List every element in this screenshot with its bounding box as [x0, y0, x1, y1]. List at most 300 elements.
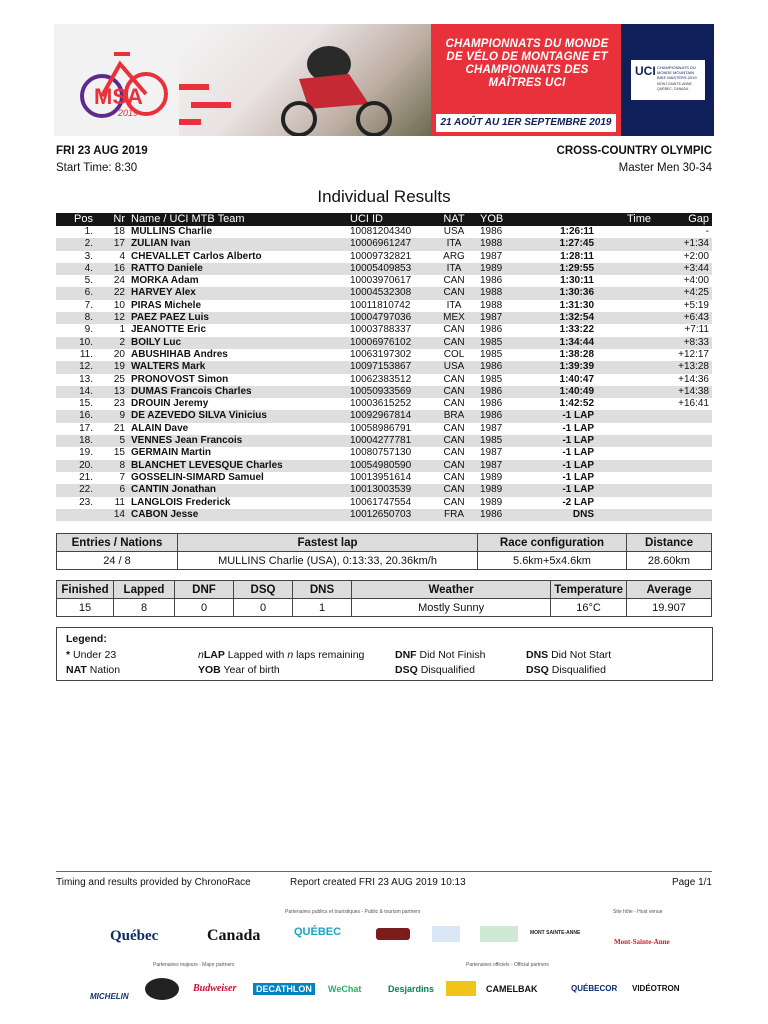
col-pos: Pos [56, 213, 96, 226]
msa-logo-text: MSA [94, 84, 143, 109]
cell-yob: 1987 [480, 422, 503, 434]
videotron-logo: VIDÉOTRON [632, 984, 680, 993]
cell-pos: 18. [56, 435, 96, 447]
uci-logo [631, 60, 705, 100]
cell-uci: 10004277781 [347, 435, 431, 447]
cell-nat: CAN [431, 386, 477, 398]
cell-nat: CAN [443, 275, 465, 287]
cell-uci: 10050933569 [347, 386, 431, 398]
cell-pos: 14. [56, 386, 96, 398]
results-table [56, 213, 712, 521]
uci-subtitle: CHAMPIONNATS DU MONDE MOUNTAIN BIKE MASTERS 2019 [657, 65, 697, 80]
cell-yob: 1989 [477, 484, 519, 496]
partner-logo-graphic [376, 928, 410, 940]
fastest-lap-value: MULLINS Charlie (USA), 0:13:33, 20.36km/h [178, 552, 478, 570]
cell-nat: BRA [431, 410, 477, 422]
cell-gap: +3:44 [654, 263, 712, 275]
cell-uci: 10080757130 [350, 447, 412, 459]
camelbak-logo: CAMELBAK [486, 984, 538, 994]
entries-value: 24 / 8 [57, 552, 178, 570]
cell-time: -1 LAP [562, 447, 594, 459]
cell-gap: +6:43 [654, 312, 712, 324]
event-banner [54, 24, 714, 136]
cell-nat: CAN [431, 460, 477, 472]
decathlon-logo: DECATHLON [253, 983, 315, 995]
cell-uci: 10003788337 [350, 324, 412, 336]
fastest-lap-label: Fastest lap [178, 534, 478, 552]
col-name: Name / UCI MTB Team [128, 213, 347, 226]
cell-nat: MEX [431, 312, 477, 324]
weather-value: Mostly Sunny [352, 599, 551, 617]
legend-box [56, 627, 713, 681]
cell-nr: 19 [96, 361, 128, 373]
cell-nat: ITA [431, 238, 477, 250]
cell-yob: 1985 [477, 337, 519, 349]
race-config-label: Race configuration [478, 534, 627, 552]
cell-pos: 15. [79, 398, 93, 410]
cell-uci: 10005409853 [347, 263, 431, 275]
table-row [56, 263, 712, 275]
cell-pos: 12. [56, 361, 96, 373]
cell-pos: 17. [79, 422, 93, 434]
lapped-value: 8 [114, 599, 175, 617]
legend-yob: YOB Year of birth [198, 664, 280, 676]
cell-gap [654, 435, 712, 447]
cell-pos: 21. [79, 471, 93, 483]
race-config-value: 5.6km+5x4.6km [478, 552, 627, 570]
cell-pos: 8. [56, 312, 96, 324]
table-row [56, 312, 712, 324]
cell-nr: 16 [96, 263, 128, 275]
table-row [56, 509, 712, 521]
cell-uci: 10006961247 [347, 238, 431, 250]
cell-nr: 1 [119, 324, 125, 336]
msa-logo-year: 2019 [118, 108, 139, 118]
cell-nat: FRA [431, 509, 477, 521]
cell-gap [654, 410, 712, 422]
table-row [56, 361, 712, 373]
cell-yob: 1986 [477, 386, 519, 398]
cell-pos: 3. [84, 250, 93, 262]
table-row [56, 386, 712, 398]
event-title: CHAMPIONNATS DU MONDE DE VÉLO DE MONTAGNE ET CHAMPIONNATS DES MAÎTRES UCI [445, 38, 609, 89]
cell-time: 1:30:36 [519, 287, 654, 299]
cell-uci: 10081204340 [350, 226, 412, 237]
distance-label: Distance [627, 534, 712, 552]
lapped-label: Lapped [114, 581, 175, 599]
cell-nat: CAN [431, 484, 477, 496]
cell-name: MULLINS Charlie [131, 226, 213, 237]
cell-pos: 9. [84, 324, 93, 336]
cell-nat: CAN [431, 337, 477, 349]
cell-nr: 25 [113, 373, 125, 385]
dsq-label: DSQ [234, 581, 293, 599]
cell-nr: 9 [96, 410, 128, 422]
dsq-value: 0 [234, 599, 293, 617]
cell-time: 1:40:49 [519, 386, 654, 398]
cell-nr: 20 [113, 348, 125, 360]
legend-dnf: DNF Did Not Finish [395, 649, 486, 661]
cell-nr: 11 [114, 496, 125, 508]
cell-nat: CAN [443, 324, 465, 336]
wechat-logo: WeChat [328, 984, 362, 994]
cell-name: PAEZ PAEZ Luis [128, 312, 347, 324]
cell-nat: COL [443, 348, 465, 360]
major-partners-caption: Partenaires majeurs - Major partners [153, 962, 235, 968]
cell-gap: +14:38 [654, 386, 712, 398]
cell-uci: 10003615252 [350, 398, 412, 410]
official-partners-caption: Partenaires officiels - Official partners [466, 962, 549, 968]
race-date: FRI 23 AUG 2019 [56, 145, 148, 157]
michelin-logo: MICHELIN [90, 992, 129, 1001]
cell-gap: +4:25 [654, 287, 712, 299]
cell-uci: 10092967814 [347, 410, 431, 422]
cell-gap [654, 484, 712, 496]
cell-time: 1:33:22 [559, 324, 594, 336]
cell-pos: 11. [79, 348, 93, 360]
table-row [56, 435, 712, 447]
entries-label: Entries / Nations [57, 534, 178, 552]
cell-name: MORKA Adam [131, 275, 199, 287]
page-title: Individual Results [317, 187, 451, 206]
cell-nat: ITA [446, 299, 462, 311]
cell-yob: 1986 [477, 410, 519, 422]
legend-title: Legend: [66, 633, 107, 645]
table-row [56, 251, 712, 263]
cell-uci: 10097153867 [347, 361, 431, 373]
cell-uci: 10004532308 [347, 287, 431, 299]
table-row [56, 472, 712, 484]
uci-logo-text: UCI [635, 64, 656, 78]
cell-nat: CAN [443, 471, 465, 483]
host-venue-logo: Mont-Sainte-Anne [614, 938, 670, 946]
cell-time: 1:28:11 [560, 250, 594, 262]
cell-gap: +16:41 [678, 398, 709, 410]
table-row [56, 497, 712, 509]
cell-yob: 1989 [480, 496, 503, 508]
cell-time: -1 LAP [519, 460, 654, 472]
cell-nr: 13 [96, 386, 128, 398]
finished-label: Finished [57, 581, 114, 599]
cell-gap: +1:34 [654, 238, 712, 250]
event-title-panel [431, 24, 621, 136]
cell-pos: 6. [56, 287, 96, 299]
col-nr: Nr [96, 213, 128, 226]
cell-name: CABON Jesse [128, 509, 347, 521]
table-row [56, 287, 712, 299]
cell-pos: 19. [79, 447, 93, 459]
partner-badge-logo [145, 978, 179, 1000]
cell-uci: 10013951614 [350, 471, 412, 483]
table-row [56, 300, 712, 312]
cell-yob: 1989 [477, 263, 519, 275]
cell-time: 1:39:39 [519, 361, 654, 373]
uci-panel [621, 24, 714, 136]
table-row [56, 410, 712, 422]
col-uci-id: UCI ID [347, 213, 431, 226]
cell-nat: USA [443, 226, 465, 237]
cell-pos: 7. [84, 299, 93, 311]
cell-time: DNS [519, 509, 654, 521]
cell-nr: 17 [96, 238, 128, 250]
cell-name: ABUSHIHAB Andres [131, 348, 228, 360]
host-venue-caption: Site hôte - Host venue [613, 909, 663, 915]
cell-gap: +4:00 [683, 275, 709, 287]
cell-time: -1 LAP [519, 435, 654, 447]
cell-name: CANTIN Jonathan [128, 484, 347, 496]
weather-label: Weather [352, 581, 551, 599]
cell-time: 1:38:28 [559, 348, 594, 360]
cell-name: BLANCHET LEVESQUE Charles [128, 460, 347, 472]
legend-nat: NAT Nation [66, 664, 121, 676]
mont-sainte-anne-partner-logo: MONT SAINTE-ANNE [530, 930, 581, 936]
cell-nr: 15 [113, 447, 125, 459]
cell-time: 1:32:54 [519, 312, 654, 324]
cell-uci: 10004797036 [347, 312, 431, 324]
table-row [56, 337, 712, 349]
results-body [56, 226, 712, 521]
cell-time: -1 LAP [519, 484, 654, 496]
cell-nat: CAN [443, 447, 465, 459]
cell-nat: ITA [431, 263, 477, 275]
table-row [56, 349, 712, 361]
cell-yob: 1986 [480, 226, 503, 237]
finished-value: 15 [57, 599, 114, 617]
col-time: Time [519, 213, 654, 226]
legend-under23: * Under 23 [66, 649, 117, 661]
cell-nr: 7 [119, 471, 125, 483]
cell-pos: 10. [56, 337, 96, 349]
cell-nr: 12 [96, 312, 128, 324]
msa-logo [54, 24, 179, 136]
cell-nr: 21 [113, 422, 125, 434]
cell-time: 1:40:47 [559, 373, 594, 385]
table-row [56, 484, 712, 496]
table-row [56, 324, 712, 336]
start-time: Start Time: 8:30 [56, 162, 138, 174]
partner-logo-graphic-2 [432, 926, 460, 942]
cell-uci: 10054980590 [347, 460, 431, 472]
table-row [56, 226, 712, 238]
cell-gap [654, 509, 712, 521]
quebec-gov-logo: Québec [110, 928, 159, 944]
cell-nr: 5 [96, 435, 128, 447]
legend-dns: DNS Did Not Start [526, 649, 612, 661]
cell-gap: - [705, 226, 709, 237]
col-gap: Gap [654, 213, 712, 226]
cell-gap: +2:00 [683, 250, 709, 262]
cell-time: 1:42:52 [559, 398, 594, 410]
cell-time: -1 LAP [519, 410, 654, 422]
cell-nr: 14 [96, 509, 128, 521]
cell-gap [654, 423, 712, 435]
results-header-row [56, 213, 712, 226]
table-row [56, 460, 712, 472]
cell-yob: 1986 [480, 324, 503, 336]
cell-uci: 10011810742 [350, 299, 411, 311]
cell-name: ALAIN Dave [131, 422, 189, 434]
dns-label: DNS [293, 581, 352, 599]
cell-nat: CAN [443, 422, 465, 434]
footer-page: Page 1/1 [671, 877, 712, 888]
col-nat: NAT [431, 213, 477, 226]
cell-name: WALTERS Mark [128, 361, 347, 373]
cell-yob: 1985 [480, 348, 503, 360]
table-row [56, 238, 712, 250]
cell-nr: 10 [113, 299, 125, 311]
cell-nat: CAN [431, 287, 477, 299]
cell-gap [654, 497, 712, 509]
quebec-tourism-logo: QUÉBEC [294, 926, 342, 938]
cell-pos: 23. [79, 496, 93, 508]
cell-nr: 6 [96, 484, 128, 496]
uci-location: MONT-SAINTE-ANNE QUÉBEC, CANADA [657, 82, 692, 91]
cell-pos: 16. [56, 410, 96, 422]
cell-uci: 10062383512 [350, 373, 412, 385]
table-row [56, 398, 712, 410]
legend-dsq: DSQ Disqualified [395, 664, 475, 676]
cell-time: -1 LAP [562, 422, 594, 434]
cell-yob: 1987 [480, 447, 503, 459]
cell-yob: 1986 [480, 398, 503, 410]
table-row [56, 275, 712, 287]
cell-name: HARVEY Alex [128, 287, 347, 299]
cell-time: 1:30:11 [560, 275, 594, 287]
table-row [56, 374, 712, 386]
cell-yob: 1987 [480, 250, 503, 262]
cell-gap [654, 447, 712, 459]
cell-uci: 10061747554 [350, 496, 412, 508]
cell-uci: 10012650703 [347, 509, 431, 521]
dns-value: 1 [293, 599, 352, 617]
bike-logo-graphic [54, 24, 179, 136]
cell-name: PIRAS Michele [131, 299, 202, 311]
cell-nat: USA [431, 361, 477, 373]
dnf-value: 0 [175, 599, 234, 617]
cell-gap: +7:11 [684, 324, 709, 336]
cell-gap: +8:33 [654, 337, 712, 349]
cell-yob: 1987 [477, 312, 519, 324]
cell-name: PRONOVOST Simon [131, 373, 229, 385]
race-summary-table [56, 533, 712, 570]
dnf-label: DNF [175, 581, 234, 599]
cell-name: DUMAS Francois Charles [128, 386, 347, 398]
budweiser-logo: Budweiser [193, 983, 237, 994]
cell-time: 1:27:45 [519, 238, 654, 250]
cell-name: BOILY Luc [128, 337, 347, 349]
canada-logo: Canada [207, 927, 261, 944]
cell-gap: +12:17 [678, 348, 709, 360]
footer-provider: Timing and results provided by ChronoRace [56, 877, 251, 888]
cell-yob: 1987 [477, 460, 519, 472]
cell-gap: +5:19 [683, 299, 709, 311]
col-yob: YOB [477, 213, 519, 226]
cell-nr: 4 [119, 250, 125, 262]
cell-name: RATTO Daniele [128, 263, 347, 275]
cell-yob: 1988 [477, 287, 519, 299]
cell-uci: 10013003539 [347, 484, 431, 496]
cell-time: 1:34:44 [519, 337, 654, 349]
cell-name: DROUIN Jeremy [131, 398, 209, 410]
cell-nr: 18 [113, 226, 125, 237]
event-dates: 21 AOÛT AU 1ER SEPTEMBRE 2019 [436, 114, 616, 132]
cell-nat: CAN [443, 373, 465, 385]
cell-nat: CAN [443, 496, 465, 508]
cell-time: -1 LAP [562, 471, 594, 483]
cell-pos: 2. [56, 238, 96, 250]
cell-gap: +14:36 [678, 373, 709, 385]
partner-logo-graphic-3 [480, 926, 518, 942]
cell-name: JEANOTTE Eric [131, 324, 207, 336]
footer-divider [56, 871, 712, 872]
quebecor-logo: QUÉBECOR [571, 984, 618, 993]
cell-yob: 1985 [480, 373, 503, 385]
cell-name: DE AZEVEDO SILVA Vinicius [128, 410, 347, 422]
public-partners-caption: Partenaires publics et touristiques - Public & tourism partners [285, 909, 421, 915]
cell-uci: 10003970617 [350, 275, 412, 287]
cell-time: 1:31:30 [559, 299, 594, 311]
distance-value: 28.60km [627, 552, 712, 570]
cell-pos [56, 509, 96, 521]
cell-nr: 22 [96, 287, 128, 299]
stats-summary-table [56, 580, 712, 617]
cell-pos: 4. [56, 263, 96, 275]
cell-yob: 1986 [477, 509, 519, 521]
average-value: 19.907 [627, 599, 712, 617]
cell-nr: 24 [113, 275, 125, 287]
cell-pos: 13. [79, 373, 93, 385]
cell-name: LANGLOIS Frederick [131, 496, 231, 508]
cell-uci: 10058986791 [350, 422, 412, 434]
average-label: Average [627, 581, 712, 599]
rider-photo [179, 24, 431, 136]
cell-pos: 20. [56, 460, 96, 472]
cell-name: VENNES Jean Francois [128, 435, 347, 447]
cell-uci: 10063197302 [350, 348, 412, 360]
desjardins-logo: Desjardins [388, 984, 435, 994]
cell-gap: +13:28 [654, 361, 712, 373]
cell-pos: 5. [84, 275, 93, 287]
legend-nlap: nLAP Lapped with n laps remaining [198, 649, 365, 661]
cell-uci: 10006976102 [347, 337, 431, 349]
partner-logo-graphic-4 [446, 981, 476, 996]
cell-time: 1:29:55 [519, 263, 654, 275]
footer-created: Report created FRI 23 AUG 2019 10:13 [290, 877, 466, 888]
cell-time: 1:26:11 [560, 226, 594, 237]
cell-gap [654, 472, 712, 484]
cell-yob: 1986 [480, 275, 503, 287]
cell-yob: 1989 [480, 471, 503, 483]
table-row [56, 447, 712, 459]
cell-name: GOSSELIN-SIMARD Samuel [131, 471, 264, 483]
cell-yob: 1985 [477, 435, 519, 447]
cell-yob: 1988 [477, 238, 519, 250]
cell-nr: 2 [96, 337, 128, 349]
cell-nat: ARG [443, 250, 465, 262]
cell-nr: 23 [113, 398, 125, 410]
cell-pos: 1. [84, 226, 93, 237]
cell-name: ZULIAN Ivan [128, 238, 347, 250]
legend-dsq-2: DSQ Disqualified [526, 664, 606, 676]
cell-name: GERMAIN Martin [131, 447, 211, 459]
category: Master Men 30-34 [618, 162, 712, 174]
discipline: CROSS-COUNTRY OLYMPIC [556, 145, 712, 157]
table-row [56, 423, 712, 435]
cell-nat: CAN [443, 398, 465, 410]
cell-time: -2 LAP [562, 496, 594, 508]
cell-uci: 10009732821 [350, 250, 412, 262]
cell-gap [654, 460, 712, 472]
